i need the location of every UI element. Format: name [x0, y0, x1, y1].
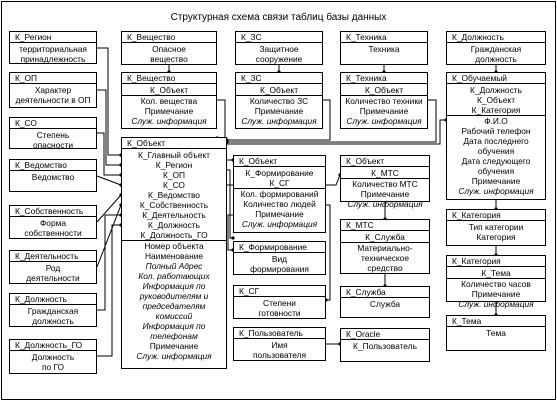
- table-formirovanie: [233, 241, 326, 275]
- field: Информация по: [142, 321, 206, 331]
- table-body: [10, 305, 96, 326]
- table-header: К_Ведомство: [10, 160, 96, 171]
- table-obekt: [121, 137, 227, 369]
- relationship-line: [97, 133, 121, 175]
- table-header: К_Объект: [122, 138, 226, 149]
- table-body: [122, 149, 226, 361]
- field: пользователя: [252, 350, 307, 360]
- table-body: [341, 340, 429, 351]
- field: руководителям и: [139, 291, 209, 301]
- table-sg: [233, 285, 326, 319]
- table-mts: [340, 219, 430, 274]
- field: Род: [45, 263, 61, 273]
- table-body: [447, 267, 545, 309]
- field: по ГО: [41, 362, 65, 372]
- key-field: К_МТС: [371, 168, 399, 178]
- table-header: К_ОП: [10, 73, 96, 84]
- field: Рабочий телефон: [461, 126, 531, 136]
- table-body: [122, 43, 216, 64]
- key-fields: [341, 168, 429, 179]
- table-body: [447, 84, 545, 196]
- field: Служ. информация: [131, 116, 207, 126]
- table-deyatelnost: [9, 250, 97, 284]
- table-header: К_Вещество: [122, 73, 216, 84]
- table-body: [234, 167, 325, 229]
- table-dolzhnost-right: [446, 31, 546, 65]
- key-field: К_Служба: [365, 232, 405, 242]
- relationship-line: [97, 195, 121, 222]
- key-field: К_СО: [163, 180, 185, 190]
- field: Кол. работающих: [138, 271, 210, 281]
- table-body: [10, 129, 96, 150]
- table-vedomstvo: [9, 159, 97, 192]
- field: Степень: [36, 130, 70, 140]
- table-veshchestvo: [121, 31, 217, 65]
- field: Гражданская: [470, 44, 522, 54]
- table-header: К_СГ: [234, 286, 325, 297]
- field: Дата последнего: [463, 136, 529, 146]
- table-header: К_Пользователь: [234, 328, 325, 339]
- field: Гражданская: [27, 306, 79, 316]
- field: сооружение: [255, 54, 303, 64]
- table-obekt-mts: [340, 155, 430, 209]
- field: Служ. информация: [458, 186, 534, 196]
- table-body: [341, 298, 429, 309]
- field: Защитное: [259, 44, 299, 54]
- field: средство: [367, 263, 403, 273]
- table-header: К_Формирование: [234, 242, 325, 253]
- field: Информация по: [142, 281, 206, 291]
- table-header: К_Регион: [10, 32, 96, 43]
- table-sluzhba: [340, 286, 430, 318]
- table-header: К_Вещество: [122, 32, 216, 43]
- key-field: К_Объект: [364, 85, 404, 95]
- field: Служ. информация: [241, 116, 317, 126]
- key-field: К_Категория: [471, 105, 521, 115]
- field: Количество МТС: [352, 179, 418, 189]
- field: Примечание: [360, 189, 410, 199]
- key-field: К_Деятельность: [142, 210, 206, 220]
- key-field: К_Главный объект: [138, 150, 210, 160]
- table-header: К_Техника: [341, 73, 427, 84]
- table-header: К_Должность: [447, 32, 545, 43]
- field: Тема: [486, 328, 506, 338]
- field: деятельности в ОП: [15, 95, 91, 105]
- table-kategoriya: [446, 209, 546, 246]
- table-body: [10, 84, 96, 105]
- field: комиссий: [155, 311, 193, 321]
- table-body: [10, 217, 96, 238]
- field: обучения: [477, 146, 515, 156]
- field: Количество техники: [345, 96, 423, 106]
- key-fields: [447, 85, 545, 116]
- key-field: К_Должность_ГО: [140, 230, 208, 240]
- relationship-line: [97, 176, 121, 185]
- table-dolzhnost-left: [9, 293, 97, 327]
- relationship-line: [97, 225, 121, 356]
- field: Количество часов: [461, 279, 531, 289]
- field: Кол. вещества: [140, 96, 198, 106]
- table-obekt-formirovanie: [233, 155, 326, 233]
- table-op: [9, 72, 97, 108]
- field: Служ. информация: [458, 299, 534, 309]
- table-zs: [235, 31, 323, 65]
- field: Номер объекта: [144, 241, 204, 251]
- table-body: [341, 231, 429, 273]
- table-header: К_ЗС: [236, 32, 322, 43]
- field: Материально-: [357, 243, 413, 253]
- field: обучения: [477, 166, 515, 176]
- field: Опасное: [152, 44, 186, 54]
- field: Степени: [263, 298, 296, 308]
- table-header: К_Oracle: [341, 329, 429, 340]
- table-header: К_Техника: [341, 32, 427, 43]
- field: Служба: [369, 299, 401, 309]
- field: Категория: [476, 232, 516, 242]
- table-body: [236, 84, 322, 126]
- table-polzovatel: [233, 327, 326, 361]
- relationship-line: [217, 100, 225, 138]
- field: принадлежность: [20, 54, 86, 64]
- key-field: К_СГ: [269, 178, 290, 188]
- key-field: К_Собственность: [139, 200, 209, 210]
- key-fields: [234, 168, 325, 189]
- table-body: [447, 327, 545, 338]
- diagram-title: Структурная схема связи таблиц базы данных: [170, 12, 387, 23]
- table-header: К_Обучаемый: [447, 73, 545, 84]
- key-field: К_Ведомство: [148, 190, 200, 200]
- table-obuchaemyy: [446, 72, 546, 200]
- table-header: К_Деятельность: [10, 251, 96, 262]
- field: Ф.И.О: [484, 116, 508, 126]
- table-body: [447, 43, 545, 64]
- field: собственности: [24, 228, 82, 238]
- field: готовности: [258, 308, 301, 318]
- field: территориальная: [19, 44, 87, 54]
- field: Тип категории: [468, 222, 524, 232]
- field: Характер: [34, 85, 72, 95]
- field: К_Пользователь: [353, 341, 417, 351]
- field: Дата следующего: [461, 156, 531, 166]
- field: должность: [32, 316, 74, 326]
- field: Должность: [31, 352, 75, 362]
- field: техническое: [361, 253, 409, 263]
- key-field: К_Тема: [481, 268, 511, 278]
- key-fields: [341, 232, 429, 243]
- relationship-endpoint: [231, 236, 234, 239]
- table-tekhnika-obekt: [340, 72, 428, 129]
- field: Примечание: [144, 106, 194, 116]
- table-body: [10, 351, 96, 372]
- field: Количество людей: [243, 199, 316, 209]
- table-dolzhnost-go: [9, 339, 97, 374]
- table-body: [341, 167, 429, 209]
- table-header: К_Собственность: [10, 206, 96, 217]
- field: Полный Адрес: [145, 261, 203, 271]
- table-header: К_Объект: [341, 156, 429, 167]
- table-veshchestvo-obekt: [121, 72, 217, 129]
- table-body: [447, 221, 545, 242]
- relationship-line: [326, 205, 330, 300]
- table-body: [234, 297, 325, 318]
- table-header: К_ЗС: [236, 73, 322, 84]
- field: Кол. формирований: [240, 189, 319, 199]
- key-field: К_Должность: [148, 220, 200, 230]
- relationship-line: [97, 205, 121, 267]
- table-header: К_МТС: [341, 220, 429, 231]
- field: Примечание: [254, 106, 304, 116]
- table-header: К_Должность: [10, 294, 96, 305]
- key-field: К_Объект: [476, 95, 516, 105]
- field: Техника: [368, 44, 400, 54]
- field: Служ. информация: [347, 199, 423, 209]
- relationship-line: [97, 48, 121, 155]
- field: Служ. информация: [241, 219, 318, 229]
- table-body: [234, 253, 325, 274]
- table-body: [10, 262, 96, 283]
- key-field: К_Объект: [259, 85, 299, 95]
- field: Служ. информация: [346, 116, 422, 126]
- field: Примечание: [149, 341, 199, 351]
- relationship-line: [97, 90, 121, 165]
- field: деятельности: [26, 273, 80, 283]
- table-body: [234, 339, 325, 360]
- table-body: [236, 43, 322, 64]
- field: опасности: [32, 140, 74, 150]
- field: Служ. информация: [136, 351, 212, 361]
- table-header: К_Тема: [447, 316, 545, 327]
- relationship-line: [97, 215, 121, 310]
- table-zs-obekt: [235, 72, 323, 129]
- field: должность: [475, 54, 517, 64]
- key-fields: [122, 85, 216, 96]
- table-header: К_Категория: [447, 256, 545, 267]
- table-body: [122, 84, 216, 126]
- field: Примечание: [471, 289, 521, 299]
- table-body: [10, 43, 96, 64]
- table-header: К_Служба: [341, 287, 429, 298]
- table-tekhnika: [340, 31, 428, 65]
- table-kategoriya-tema: [446, 255, 546, 309]
- table-so: [9, 117, 97, 149]
- field: Примечание: [471, 176, 521, 186]
- field: Имя: [271, 340, 288, 350]
- table-header: К_Должность_ГО: [10, 340, 96, 351]
- key-fields: [341, 85, 427, 96]
- key-fields: [447, 268, 545, 279]
- field: формирования: [250, 264, 309, 274]
- key-field: К_Должность: [470, 85, 522, 95]
- key-field: К_Регион: [155, 160, 193, 170]
- table-header: К_СО: [10, 118, 96, 129]
- table-tema: [446, 315, 546, 351]
- table-body: [341, 84, 427, 126]
- key-field: К_Объект: [149, 85, 189, 95]
- table-header: К_Категория: [447, 210, 545, 221]
- table-region: [9, 31, 97, 64]
- key-field: К_Формирование: [245, 168, 314, 178]
- table-body: [341, 43, 427, 54]
- field: Примечание: [359, 106, 409, 116]
- field: председателям: [142, 301, 206, 311]
- key-fields: [236, 85, 322, 96]
- table-header: К_Объект: [234, 156, 325, 167]
- field: Ведомство: [31, 172, 75, 182]
- field: Форма: [39, 218, 67, 228]
- table-sobstvennost: [9, 205, 97, 239]
- key-fields: [122, 150, 226, 241]
- field: Наименование: [144, 251, 204, 261]
- field: Вид: [271, 254, 288, 264]
- field: телефонам: [150, 331, 198, 341]
- field: вещество: [150, 54, 188, 64]
- table-body: [10, 171, 96, 182]
- key-field: К_ОП: [162, 170, 186, 180]
- field: Примечание: [255, 209, 304, 219]
- table-oracle: [340, 328, 430, 362]
- field: Количество ЗС: [249, 96, 309, 106]
